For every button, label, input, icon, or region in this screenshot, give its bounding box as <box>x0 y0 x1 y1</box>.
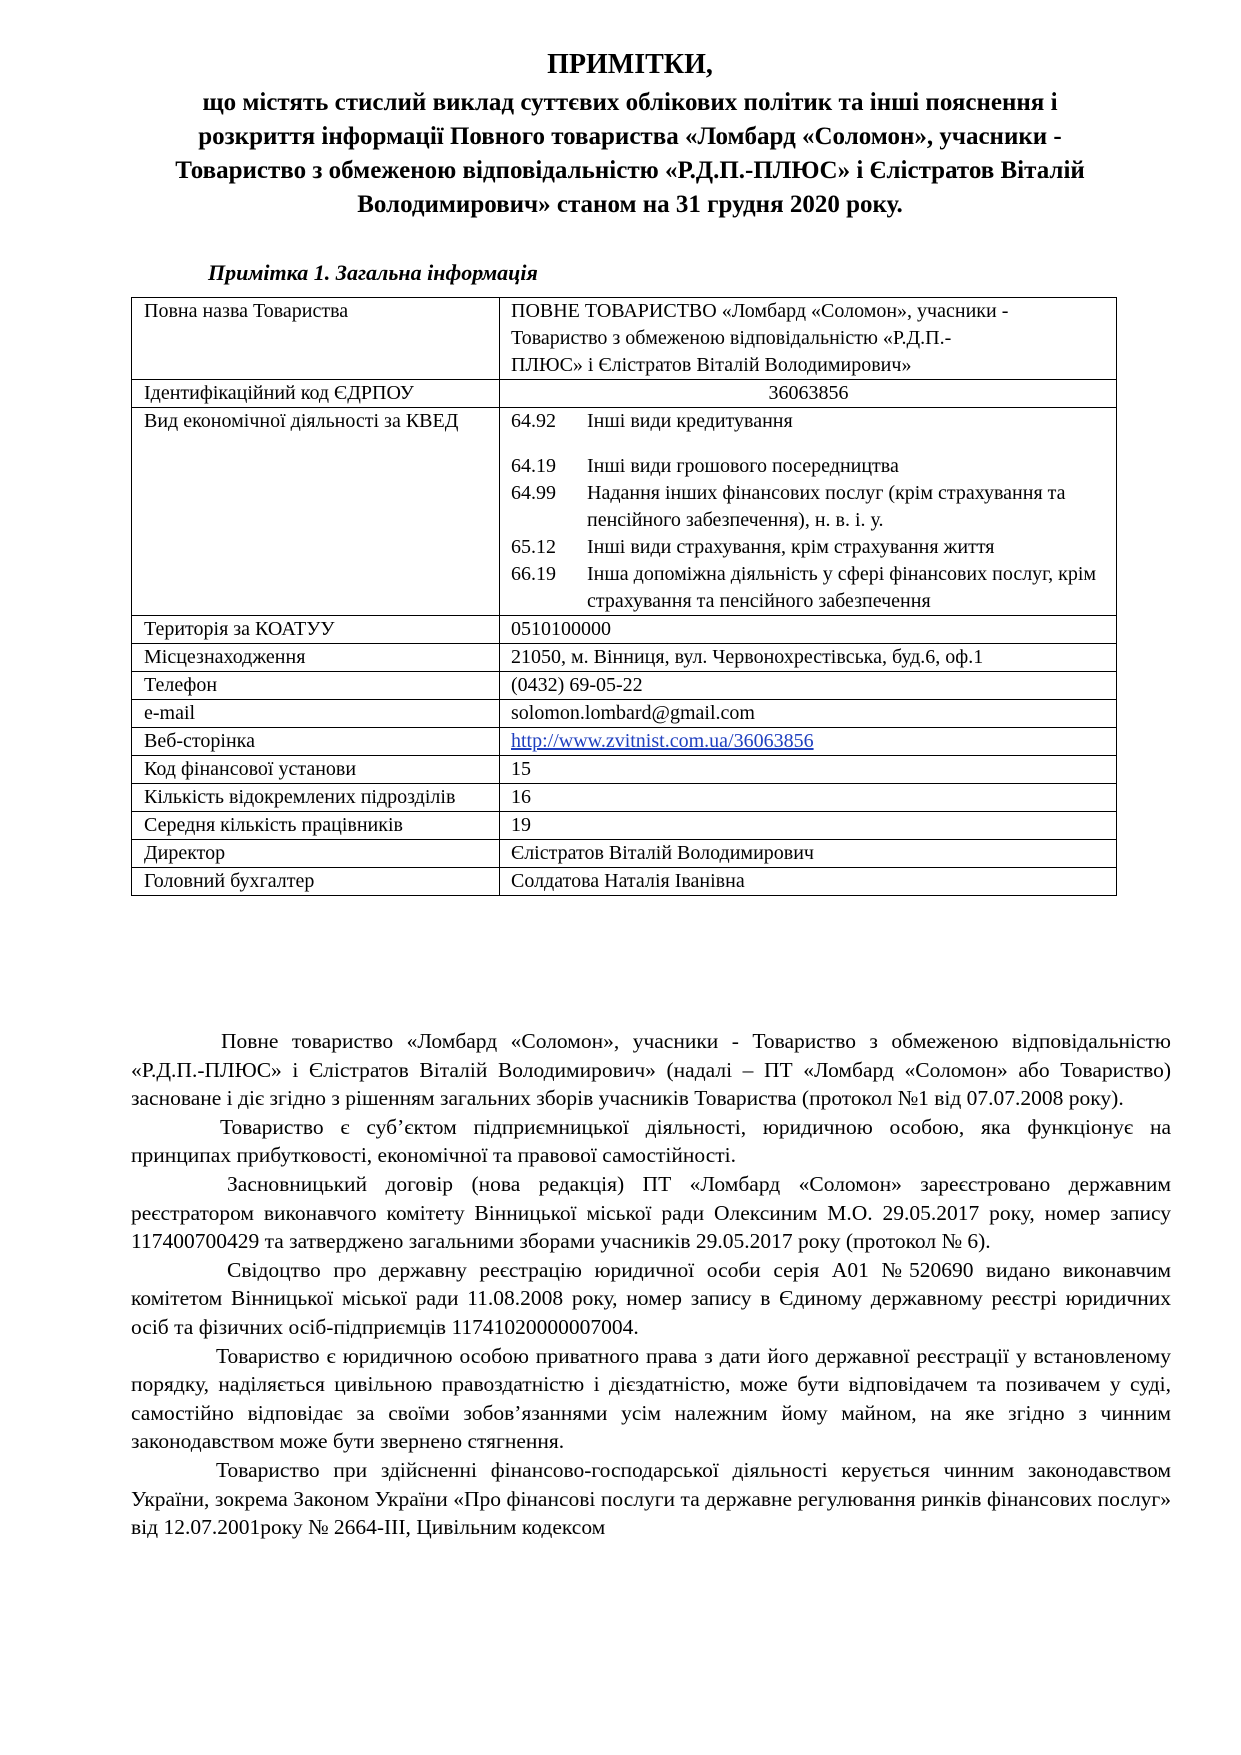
general-info-table <box>131 297 1117 896</box>
edrpou-code: 36063856 <box>500 380 1117 408</box>
email-value: solomon.lombard@gmail.com <box>500 700 1117 728</box>
table-row <box>132 756 1117 784</box>
branches-value: 16 <box>500 784 1117 812</box>
kved-item <box>511 534 1106 561</box>
table-row <box>132 408 1117 616</box>
row-label: e-mail <box>132 700 500 728</box>
website-link[interactable]: http://www.zvitnist.com.ua/36063856 <box>511 730 814 752</box>
page-subtitle <box>130 86 1130 222</box>
kved-desc: Надання інших фінансових послуг (крім страхування та пенсійного забезпечення), н. в. і. у. <box>587 482 1066 531</box>
full-name-line: ПЛЮС» і Єлістратов Віталій Володимирович» <box>511 354 912 376</box>
employees-value: 19 <box>500 812 1117 840</box>
address-value: 21050, м. Вінниця, вул. Червонохрестівська, буд.6, оф.1 <box>500 644 1117 672</box>
paragraph: Повне товариство «Ломбард «Соломон», учасники - Товариство з обмеженою відповідальністю «Р.Д.П.-ПЛЮС» і Єлістратов Віталій Володимирович» (надалі – ПТ «Ломбард «Соломон» або Товариство) засноване і діє згідно з рішенням загальних зборів учасників Товариства (протокол №1 від 07.07.2008 року). <box>131 1029 1171 1111</box>
paragraph: Засновницький договір (нова редакція) ПТ «Ломбард «Соломон» зареєстровано державним реєстратором виконавчого комітету Вінницької міської ради Олексиним М.О. 29.05.2017 року, номер запису 117400700429 та затверджено загальними зборами учасників 29.05.2017 року (протокол № 6). <box>131 1171 1171 1254</box>
kved-desc: Інші види кредитування <box>587 410 793 432</box>
row-label: Повна назва Товариства <box>132 298 500 380</box>
row-label: Кількість відокремлених підрозділів <box>132 784 500 812</box>
koatuu-code: 0510100000 <box>500 616 1117 644</box>
kved-code: 64.92 <box>511 410 556 432</box>
kved-item <box>511 408 1106 435</box>
website-cell <box>500 728 1117 756</box>
row-label: Ідентифікаційний код ЄДРПОУ <box>132 380 500 408</box>
director-value: Єлістратов Віталій Володимирович <box>500 840 1117 868</box>
row-label: Територія за КОАТУУ <box>132 616 500 644</box>
company-full-name <box>500 298 1117 380</box>
table-row <box>132 868 1117 896</box>
kved-item <box>511 561 1106 615</box>
accountant-value: Солдатова Наталія Іванівна <box>500 868 1117 896</box>
kved-code: 64.19 <box>511 455 556 477</box>
full-name-line: Товариство з обмеженою відповідальністю «Р.Д.П.- <box>511 327 952 349</box>
kved-item <box>511 453 1106 480</box>
table-row <box>132 298 1117 380</box>
table-row <box>132 700 1117 728</box>
row-label: Головний бухгалтер <box>132 868 500 896</box>
paragraph: Товариство є юридичною особою приватного права з дати його державної реєстрації у встановленому порядку, наділяється цивільною правоздатністю і дієздатністю, може бути відповідачем та позивачем у суді, самостійно відповідає за своїми зобов’язаннями усім належним йому майном, на яке згідно з чинним законодавством може бути звернено стягнення. <box>131 1343 1171 1454</box>
row-label: Місцезнаходження <box>132 644 500 672</box>
paragraph: Товариство при здійсненні фінансово-господарської діяльності керується чинним законодавством України, зокрема Законом України «Про фінансові послуги та державне регулювання ринків фінансових послуг» від 12.07.2001року № 2664-ІІІ, Цивільним кодексом <box>131 1457 1171 1540</box>
subtitle-line: розкриття інформації Повного товариства «Ломбард «Соломон», учасники - <box>198 123 1062 150</box>
subtitle-line: Володимирович» станом на 31 грудня 2020 року. <box>357 191 903 218</box>
row-label: Директор <box>132 840 500 868</box>
table-row <box>132 812 1117 840</box>
subtitle-line: Товариство з обмеженою відповідальністю «Р.Д.П.-ПЛЮС» і Єлістратов Віталій <box>175 157 1085 184</box>
subtitle-line: що містять стислий виклад суттєвих облікових політик та інші пояснення і <box>202 89 1058 116</box>
table-row <box>132 380 1117 408</box>
fin-code-value: 15 <box>500 756 1117 784</box>
paragraph: Свідоцтво про державну реєстрацію юридичної особи серія А01 №520690 видано виконавчим комітетом Вінницької міської ради 11.08.2008 року, номер запису в Єдиному державному реєстрі юридичних осіб та фізичних осіб-підприємців 11741020000007004. <box>131 1257 1171 1339</box>
table-row <box>132 616 1117 644</box>
kved-code: 65.12 <box>511 536 556 558</box>
row-label: Середня кількість працівників <box>132 812 500 840</box>
full-name-line: ПОВНЕ ТОВАРИСТВО «Ломбард «Соломон», учасники - <box>511 300 1009 322</box>
page-title: ПРИМІТКИ, <box>547 49 713 80</box>
body-text <box>131 1027 1171 1542</box>
kved-code: 64.99 <box>511 482 556 504</box>
kved-list <box>500 408 1117 616</box>
kved-item <box>511 480 1106 534</box>
row-label: Вид економічної діяльності за КВЕД <box>132 408 500 616</box>
row-label: Код фінансової установи <box>132 756 500 784</box>
table-row <box>132 672 1117 700</box>
kved-desc: Інша допоміжна діяльність у сфері фінансових послуг, крім страхування та пенсійного забезпечення <box>587 563 1097 612</box>
kved-desc: Інші види страхування, крім страхування життя <box>587 536 995 558</box>
table-row <box>132 784 1117 812</box>
kved-code: 66.19 <box>511 563 556 585</box>
row-label: Веб-сторінка <box>132 728 500 756</box>
note-1-heading: Примітка 1. Загальна інформація <box>208 260 538 285</box>
table-row <box>132 840 1117 868</box>
table-row <box>132 728 1117 756</box>
table-row <box>132 644 1117 672</box>
kved-desc: Інші види грошового посередництва <box>587 455 899 477</box>
row-label: Телефон <box>132 672 500 700</box>
phone-value: (0432) 69-05-22 <box>500 672 1117 700</box>
paragraph: Товариство є суб’єктом підприємницької діяльності, юридичною особою, яка функціонує на принципах прибутковості, економічної та правової самостійності. <box>131 1114 1171 1168</box>
